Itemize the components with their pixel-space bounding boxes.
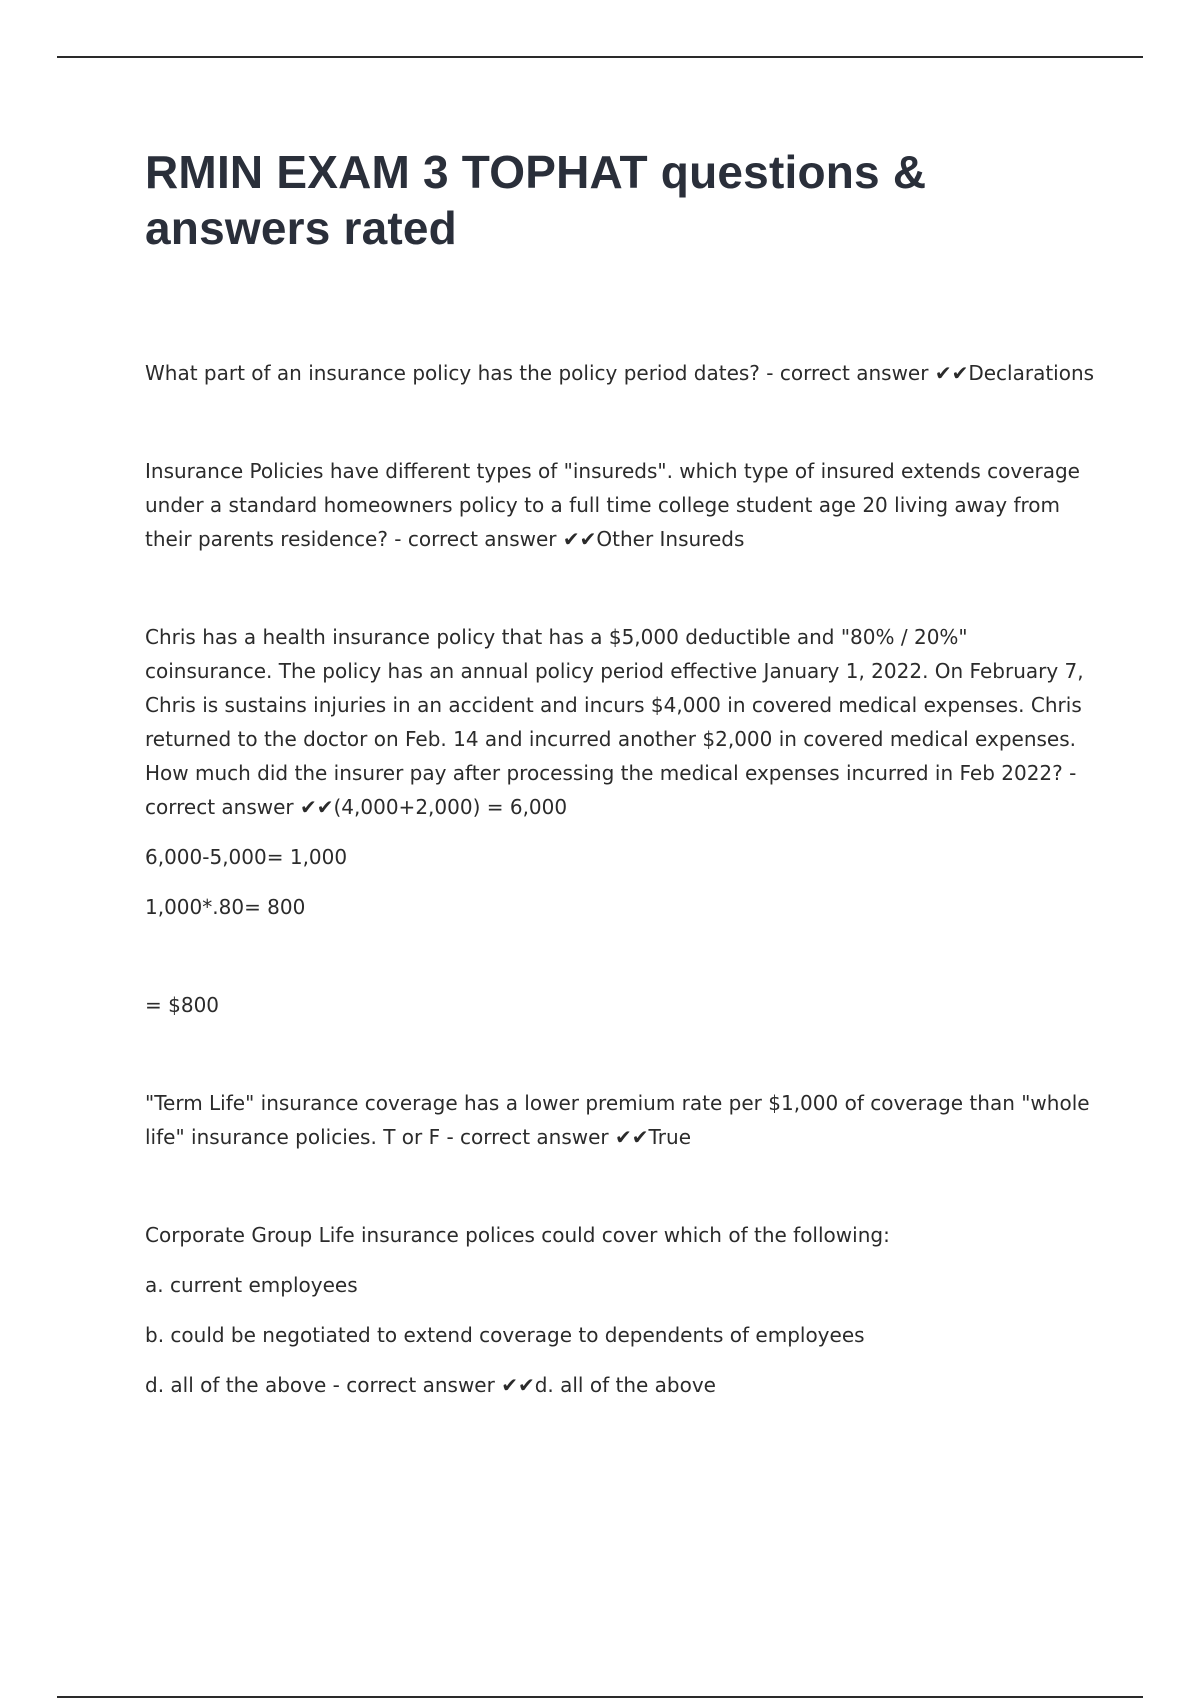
answer-option: d. all of the above - correct answer ✔✔d. all of the above [145, 1373, 716, 1397]
qa-item [145, 1086, 1095, 1154]
top-rule [57, 56, 1143, 58]
answer-option: a. current employees [145, 1273, 358, 1297]
document-body [145, 356, 1095, 1402]
question-text: Insurance Policies have different types of "insureds". which type of insured extends coverage under a standard homeowners policy to a full time college student age 20 living away from their parents residence? - correct answer ✔✔Other Insureds [145, 459, 1080, 551]
qa-item [145, 620, 1095, 1022]
question-text: "Term Life" insurance coverage has a lower premium rate per $1,000 of coverage than "whole life" insurance policies. T or F - correct answer ✔✔True [145, 1091, 1090, 1149]
qa-item [145, 454, 1095, 556]
qa-item [145, 1218, 1095, 1402]
calculation-line: 1,000*.80= 800 [145, 895, 306, 919]
bottom-rule [57, 1696, 1143, 1698]
answer-option: b. could be negotiated to extend coverage to dependents of employees [145, 1323, 865, 1347]
question-text: Corporate Group Life insurance polices could cover which of the following: [145, 1223, 890, 1247]
question-text: Chris has a health insurance policy that has a $5,000 deductible and "80% / 20%" coinsurance. The policy has an annual policy period effective January 1, 2022. On February 7, Chris is sustains injuries in an accident and incurs $4,000 in covered medical expenses. Chris returned to the doctor on Feb. 14 and incurred another $2,000 in covered medical expenses. How much did the insurer pay after processing the medical expenses incurred in Feb 2022? - correct answer ✔✔(4,000+2,000) = 6,000 [145, 625, 1084, 819]
calculation-line: 6,000-5,000= 1,000 [145, 845, 348, 869]
qa-item [145, 356, 1095, 390]
question-text: What part of an insurance policy has the policy period dates? - correct answer ✔✔Declarations [145, 361, 1095, 385]
calculation-result: = $800 [145, 993, 220, 1017]
document-title: RMIN EXAM 3 TOPHAT questions & answers rated [145, 146, 927, 254]
